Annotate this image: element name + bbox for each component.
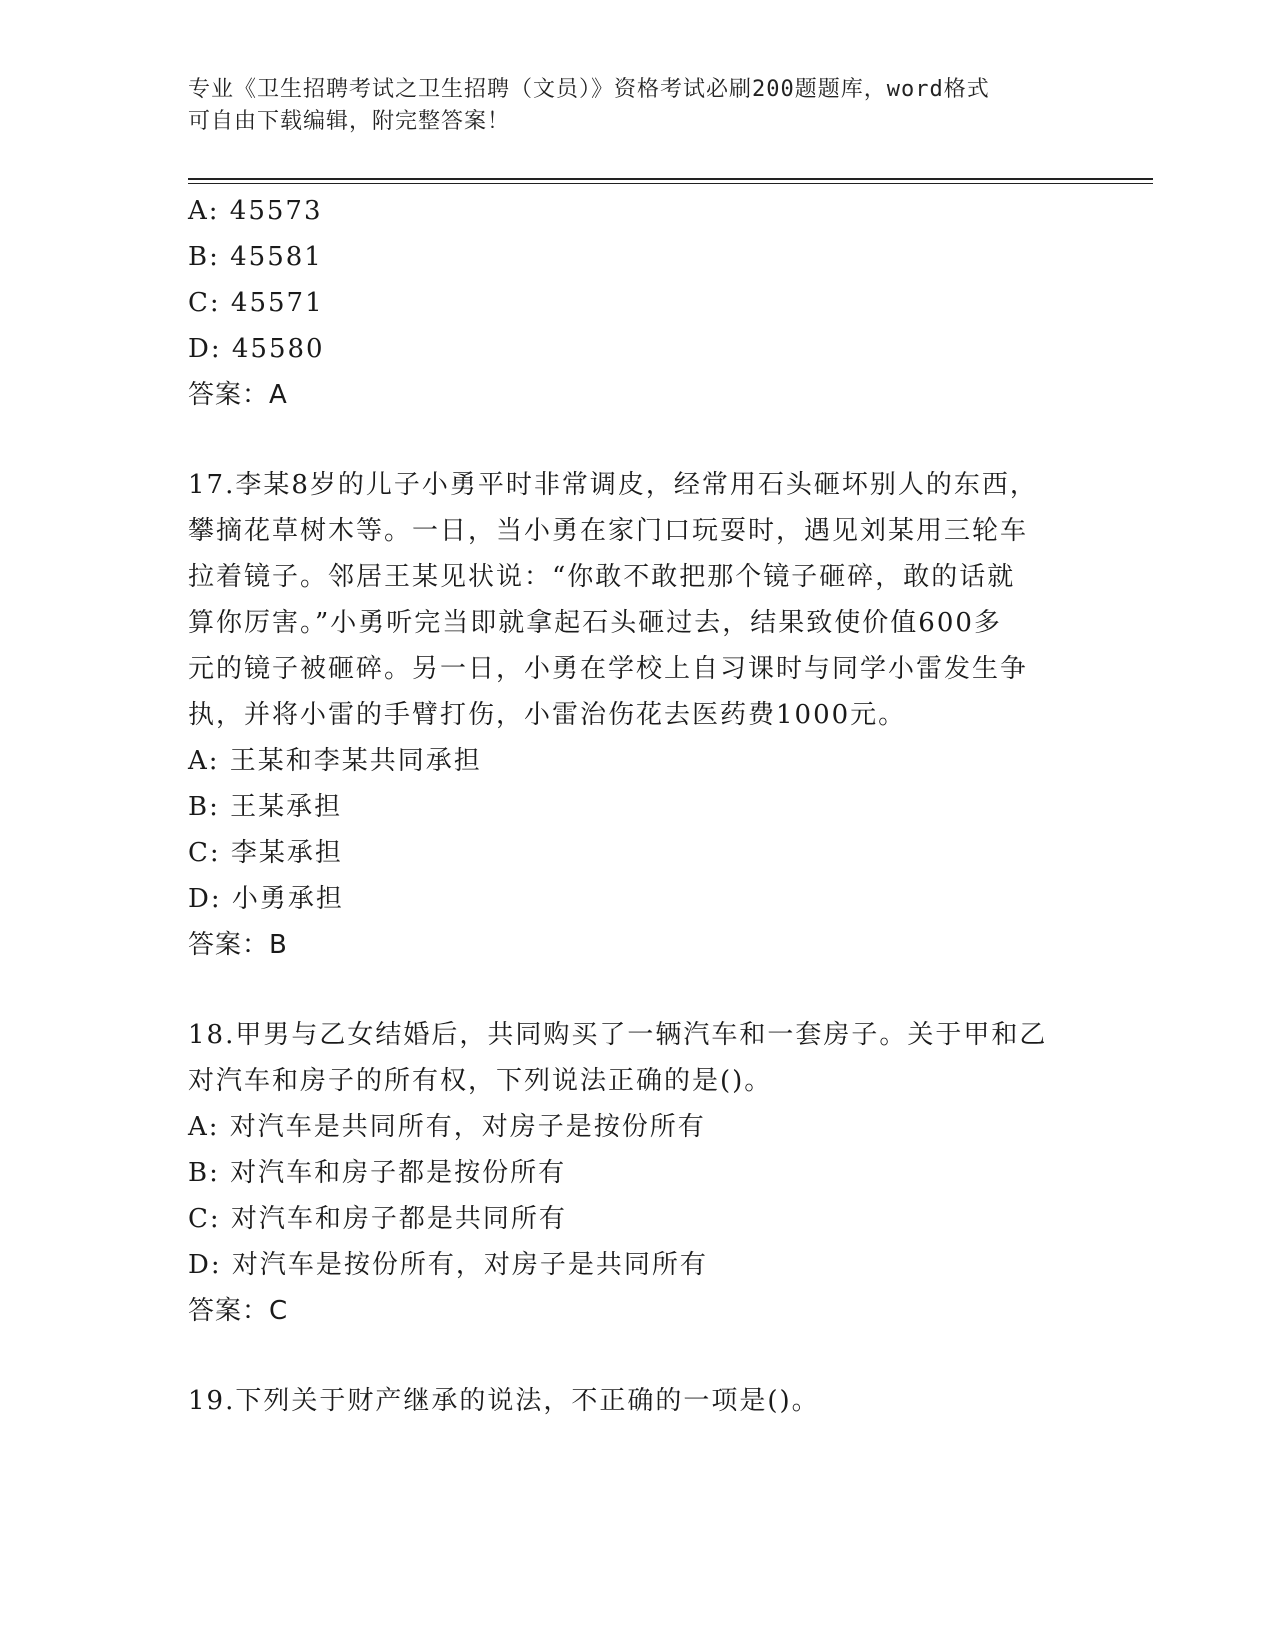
question-stem-line: 17.李某8岁的儿子小勇平时非常调皮，经常用石头砸坏别人的东西， bbox=[188, 470, 1038, 500]
answer: 答案：C bbox=[188, 1296, 289, 1326]
question-19 bbox=[188, 1378, 1088, 1424]
header-line-2: 可自由下载编辑，附完整答案！ bbox=[188, 109, 511, 134]
question-17 bbox=[188, 462, 1088, 968]
question-stem-line: 对汽车和房子的所有权，下列说法正确的是()。 bbox=[188, 1066, 773, 1096]
question-stem-line: 拉着镜子。邻居王某见状说：“你敢不敢把那个镜子砸碎，敢的话就 bbox=[188, 562, 1016, 592]
question-16 bbox=[188, 188, 1088, 418]
header-rule bbox=[188, 178, 1153, 180]
question-stem-line: 攀摘花草树木等。一日，当小勇在家门口玩耍时，遇见刘某用三轮车 bbox=[188, 516, 1029, 546]
option-d: D: 45580 bbox=[188, 334, 325, 364]
option-c: C: 45571 bbox=[188, 288, 324, 318]
header-rule-thin bbox=[188, 183, 1153, 184]
option-a: A: 对汽车是共同所有，对房子是按份所有 bbox=[188, 1112, 706, 1142]
option-a: A: 王某和李某共同承担 bbox=[188, 746, 482, 776]
option-c: C: 对汽车和房子都是共同所有 bbox=[188, 1204, 567, 1234]
option-d: D: 小勇承担 bbox=[188, 884, 344, 914]
answer: 答案：B bbox=[188, 930, 288, 960]
option-b: B: 对汽车和房子都是按份所有 bbox=[188, 1158, 567, 1188]
question-stem-line: 元的镜子被砸碎。另一日，小勇在学校上自习课时与同学小雷发生争 bbox=[188, 654, 1029, 684]
question-stem-line: 算你厉害。”小勇听完当即就拿起石头砸过去，结果致使价值600多 bbox=[188, 608, 1002, 638]
answer: 答案：A bbox=[188, 380, 288, 410]
header-line-1: 专业《卫生招聘考试之卫生招聘（文员）》资格考试必刷200题题库，word格式 bbox=[188, 77, 990, 102]
document-header bbox=[188, 74, 1088, 138]
question-stem-line: 18.甲男与乙女结婚后，共同购买了一辆汽车和一套房子。关于甲和乙 bbox=[188, 1020, 1048, 1050]
question-stem-line: 19.下列关于财产继承的说法，不正确的一项是()。 bbox=[188, 1386, 820, 1416]
option-a: A: 45573 bbox=[188, 196, 323, 226]
option-d: D: 对汽车是按份所有，对房子是共同所有 bbox=[188, 1250, 708, 1280]
option-c: C: 李某承担 bbox=[188, 838, 343, 868]
option-b: B: 45581 bbox=[188, 242, 323, 272]
question-content bbox=[188, 188, 1088, 1424]
question-stem-line: 执，并将小雷的手臂打伤，小雷治伤花去医药费1000元。 bbox=[188, 700, 907, 730]
question-18 bbox=[188, 1012, 1088, 1334]
option-b: B: 王某承担 bbox=[188, 792, 343, 822]
